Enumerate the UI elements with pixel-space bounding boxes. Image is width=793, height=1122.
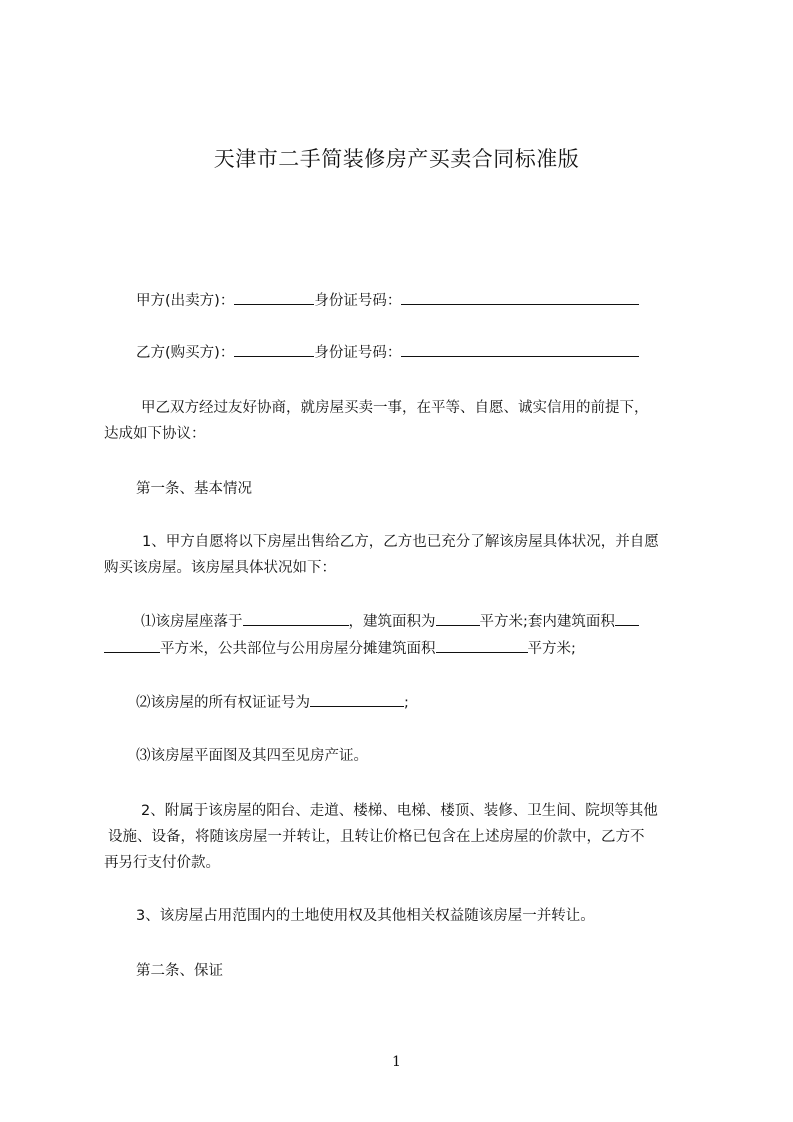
inner-area-blank-start[interactable]	[615, 611, 639, 626]
area-blank[interactable]	[436, 611, 480, 626]
party-b-label: 乙方(购买方)：	[136, 345, 235, 361]
article1-p1-line-2: 购买该房屋。该房屋具体状况如下：	[104, 560, 336, 576]
party-b-name-blank[interactable]	[234, 342, 314, 357]
article1-p2-line-3: 再另行支付价款。	[104, 855, 220, 871]
article1-item1-line-1	[141, 611, 639, 633]
party-a-id-blank[interactable]	[401, 290, 639, 305]
shared-area-blank[interactable]	[436, 638, 528, 653]
article1-p1-line-1: 1、甲方自愿将以下房屋出售给乙方，乙方也已充分了解该房屋具体状况，并自愿	[142, 534, 659, 550]
article2-heading: 第二条、保证	[136, 963, 223, 979]
item1-area-label: ，建筑面积为	[348, 614, 436, 630]
party-b-line	[136, 342, 639, 364]
certificate-number-blank[interactable]	[310, 692, 404, 707]
inner-area-blank-end[interactable]	[104, 638, 160, 653]
article1-p2-line-1: 2、附属于该房屋的阳台、走道、楼梯、电梯、楼顶、装修、卫生间、院坝等其他	[141, 803, 658, 819]
location-blank[interactable]	[243, 611, 349, 626]
item1-location-label: ⑴该房屋座落于	[141, 614, 243, 630]
party-b-id-label: 身份证号码：	[314, 345, 402, 361]
article1-item3: ⑶该房屋平面图及其四至见房产证。	[136, 748, 368, 764]
article1-p3: 3、该房屋占用范围内的土地使用权及其他相关权益随该房屋一并转让。	[136, 908, 595, 924]
item1-shared-area-label: 平方米，公共部位与公用房屋分摊建筑面积	[160, 641, 436, 657]
article1-heading: 第一条、基本情况	[136, 481, 252, 497]
page-number: 1	[392, 1054, 401, 1070]
party-a-label: 甲方(出卖方)：	[136, 293, 235, 309]
intro-line-1: 甲乙双方经过友好协商，就房屋买卖一事，在平等、自愿、诚实信用的前提下，	[141, 400, 649, 416]
item2-end: ;	[404, 695, 409, 711]
article1-item2	[136, 692, 409, 714]
article1-p2-line-2: 设施、设备，将随该房屋一并转让，且转让价格已包含在上述房屋的价款中，乙方不	[108, 829, 645, 845]
document-title: 天津市二手简装修房产买卖合同标准版	[213, 147, 580, 171]
article1-item1-line-2	[104, 638, 576, 660]
item2-label: ⑵该房屋的所有权证证号为	[136, 695, 310, 711]
intro-line-2: 达成如下协议：	[104, 426, 206, 442]
party-a-id-label: 身份证号码：	[314, 293, 402, 309]
party-a-line	[136, 290, 639, 312]
item1-unit-label: 平方米;	[527, 641, 576, 657]
party-b-id-blank[interactable]	[401, 342, 639, 357]
item1-inner-area-label: 平方米;套内建筑面积	[479, 614, 615, 630]
party-a-name-blank[interactable]	[234, 290, 314, 305]
